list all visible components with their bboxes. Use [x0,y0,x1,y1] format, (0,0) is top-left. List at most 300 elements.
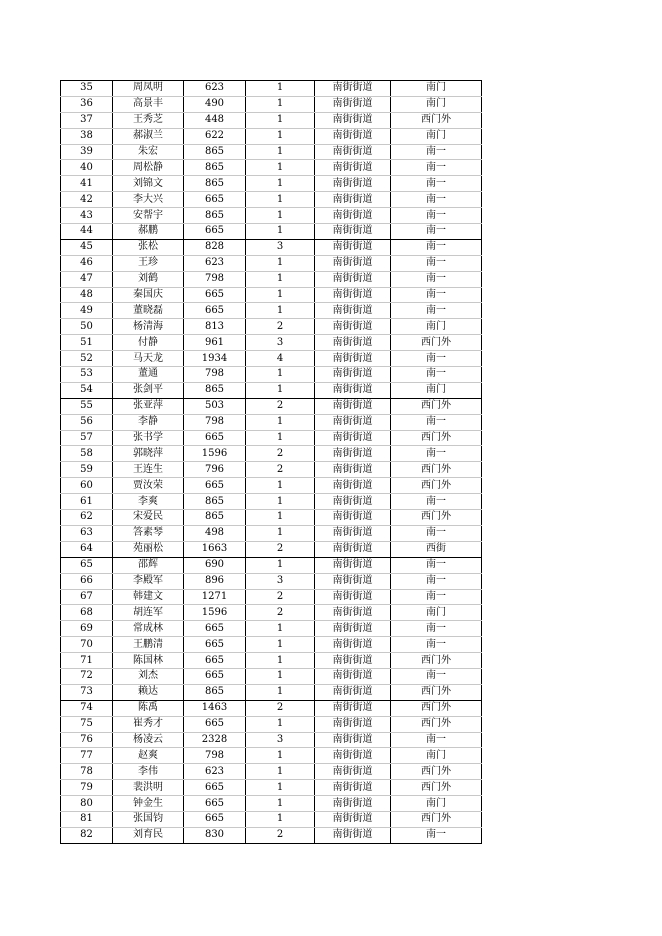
cell-name[interactable]: 裴洪明 [113,780,184,796]
cell-community[interactable]: 南一 [391,732,482,748]
cell-amount[interactable]: 865 [184,144,246,160]
cell-name[interactable]: 刘杰 [113,668,184,684]
cell-name[interactable]: 董通 [113,367,184,383]
cell-index[interactable]: 39 [61,144,113,160]
cell-street[interactable]: 南街街道 [315,510,391,526]
cell-count[interactable]: 3 [246,335,315,351]
cell-street[interactable]: 南街街道 [315,335,391,351]
cell-amount[interactable]: 1271 [184,589,246,605]
cell-amount[interactable]: 1596 [184,446,246,462]
cell-street[interactable]: 南街街道 [315,382,391,398]
cell-name[interactable]: 邵辉 [113,557,184,573]
cell-index[interactable]: 48 [61,287,113,303]
cell-count[interactable]: 1 [246,510,315,526]
cell-street[interactable]: 南街街道 [315,525,391,541]
cell-name[interactable]: 刘鹤 [113,271,184,287]
cell-community[interactable]: 西门外 [391,112,482,128]
cell-name[interactable]: 贾汝荣 [113,478,184,494]
cell-amount[interactable]: 665 [184,224,246,240]
cell-name[interactable]: 钟金生 [113,796,184,812]
cell-street[interactable]: 南街街道 [315,81,391,97]
cell-index[interactable]: 66 [61,573,113,589]
cell-name[interactable]: 韩建文 [113,589,184,605]
cell-amount[interactable]: 665 [184,637,246,653]
cell-count[interactable]: 1 [246,303,315,319]
cell-index[interactable]: 38 [61,128,113,144]
cell-street[interactable]: 南街街道 [315,160,391,176]
cell-street[interactable]: 南街街道 [315,446,391,462]
cell-street[interactable]: 南街街道 [315,605,391,621]
cell-community[interactable]: 西门外 [391,430,482,446]
cell-index[interactable]: 77 [61,748,113,764]
cell-name[interactable]: 秦国庆 [113,287,184,303]
cell-community[interactable]: 西门外 [391,716,482,732]
cell-index[interactable]: 63 [61,525,113,541]
cell-count[interactable]: 1 [246,494,315,510]
cell-amount[interactable]: 1463 [184,700,246,716]
cell-street[interactable]: 南街街道 [315,494,391,510]
cell-index[interactable]: 55 [61,398,113,414]
cell-name[interactable]: 王秀芝 [113,112,184,128]
cell-street[interactable]: 南街街道 [315,827,391,843]
cell-name[interactable]: 苑丽松 [113,541,184,557]
cell-amount[interactable]: 865 [184,494,246,510]
cell-amount[interactable]: 813 [184,319,246,335]
cell-count[interactable]: 1 [246,112,315,128]
cell-index[interactable]: 70 [61,637,113,653]
cell-street[interactable]: 南街街道 [315,303,391,319]
table-row [61,557,482,573]
cell-community[interactable]: 南一 [391,144,482,160]
cell-community[interactable]: 南门 [391,128,482,144]
cell-amount[interactable]: 796 [184,462,246,478]
cell-name[interactable]: 陈国林 [113,653,184,669]
cell-amount[interactable]: 665 [184,287,246,303]
cell-count[interactable]: 3 [246,732,315,748]
cell-name[interactable]: 杨清海 [113,319,184,335]
cell-index[interactable]: 64 [61,541,113,557]
cell-street[interactable]: 南街街道 [315,287,391,303]
cell-name[interactable]: 答素琴 [113,525,184,541]
cell-community[interactable]: 南门 [391,796,482,812]
cell-name[interactable]: 朱宏 [113,144,184,160]
cell-community[interactable]: 南一 [391,208,482,224]
cell-community[interactable]: 西街 [391,541,482,557]
cell-index[interactable]: 74 [61,700,113,716]
cell-community[interactable]: 南一 [391,446,482,462]
cell-community[interactable]: 南一 [391,414,482,430]
cell-street[interactable]: 南街街道 [315,637,391,653]
table-row [61,255,482,271]
cell-index[interactable]: 57 [61,430,113,446]
cell-street[interactable]: 南街街道 [315,271,391,287]
cell-count[interactable]: 2 [246,589,315,605]
cell-street[interactable]: 南街街道 [315,398,391,414]
cell-amount[interactable]: 828 [184,239,246,255]
cell-community[interactable]: 西门外 [391,335,482,351]
cell-count[interactable]: 1 [246,287,315,303]
cell-count[interactable]: 1 [246,255,315,271]
cell-street[interactable]: 南街街道 [315,478,391,494]
cell-amount[interactable]: 665 [184,430,246,446]
cell-index[interactable]: 35 [61,81,113,97]
cell-street[interactable]: 南街街道 [315,462,391,478]
table-row [61,827,482,843]
cell-amount[interactable]: 665 [184,716,246,732]
cell-street[interactable]: 南街街道 [315,653,391,669]
cell-count[interactable]: 2 [246,446,315,462]
cell-community[interactable]: 南门 [391,81,482,97]
cell-amount[interactable]: 665 [184,780,246,796]
cell-street[interactable]: 南街街道 [315,811,391,827]
table-row [61,367,482,383]
cell-count[interactable]: 2 [246,605,315,621]
cell-count[interactable]: 1 [246,144,315,160]
cell-count[interactable]: 1 [246,811,315,827]
cell-name[interactable]: 张剑平 [113,382,184,398]
cell-count[interactable]: 1 [246,192,315,208]
cell-index[interactable]: 79 [61,780,113,796]
cell-index[interactable]: 75 [61,716,113,732]
table-row [61,303,482,319]
cell-street[interactable]: 南街街道 [315,589,391,605]
cell-index[interactable]: 60 [61,478,113,494]
cell-count[interactable]: 1 [246,796,315,812]
cell-name[interactable]: 赵爽 [113,748,184,764]
cell-community[interactable]: 南一 [391,621,482,637]
cell-street[interactable]: 南街街道 [315,684,391,700]
cell-index[interactable]: 41 [61,176,113,192]
cell-index[interactable]: 47 [61,271,113,287]
cell-street[interactable]: 南街街道 [315,796,391,812]
cell-count[interactable]: 1 [246,525,315,541]
cell-index[interactable]: 68 [61,605,113,621]
cell-street[interactable]: 南街街道 [315,621,391,637]
cell-street[interactable]: 南街街道 [315,764,391,780]
cell-name[interactable]: 张书学 [113,430,184,446]
cell-amount[interactable]: 798 [184,271,246,287]
cell-index[interactable]: 65 [61,557,113,573]
cell-amount[interactable]: 1934 [184,351,246,367]
cell-count[interactable]: 1 [246,128,315,144]
cell-count[interactable]: 3 [246,239,315,255]
cell-name[interactable]: 刘锦文 [113,176,184,192]
cell-amount[interactable]: 665 [184,192,246,208]
cell-street[interactable]: 南街街道 [315,96,391,112]
cell-amount[interactable]: 865 [184,684,246,700]
cell-name[interactable]: 赖达 [113,684,184,700]
cell-index[interactable]: 40 [61,160,113,176]
cell-community[interactable]: 南一 [391,589,482,605]
cell-community[interactable]: 南一 [391,271,482,287]
cell-index[interactable]: 46 [61,255,113,271]
cell-name[interactable]: 刘育民 [113,827,184,843]
cell-index[interactable]: 42 [61,192,113,208]
cell-count[interactable]: 1 [246,176,315,192]
cell-name[interactable]: 张松 [113,239,184,255]
cell-amount[interactable]: 503 [184,398,246,414]
cell-name[interactable]: 常成林 [113,621,184,637]
cell-amount[interactable]: 665 [184,668,246,684]
cell-name[interactable]: 高景丰 [113,96,184,112]
cell-index[interactable]: 56 [61,414,113,430]
cell-amount[interactable]: 865 [184,160,246,176]
cell-index[interactable]: 54 [61,382,113,398]
cell-community[interactable]: 西门外 [391,764,482,780]
cell-community[interactable]: 南门 [391,382,482,398]
cell-amount[interactable]: 498 [184,525,246,541]
cell-amount[interactable]: 1596 [184,605,246,621]
cell-community[interactable]: 南一 [391,239,482,255]
cell-index[interactable]: 59 [61,462,113,478]
cell-count[interactable]: 1 [246,748,315,764]
cell-community[interactable]: 南一 [391,494,482,510]
cell-index[interactable]: 80 [61,796,113,812]
cell-count[interactable]: 2 [246,319,315,335]
cell-count[interactable]: 1 [246,621,315,637]
cell-count[interactable]: 1 [246,653,315,669]
table-row [61,478,482,494]
cell-name[interactable]: 马天龙 [113,351,184,367]
cell-community[interactable]: 南一 [391,224,482,240]
cell-community[interactable]: 西门外 [391,811,482,827]
cell-index[interactable]: 44 [61,224,113,240]
cell-name[interactable]: 周凤明 [113,81,184,97]
cell-street[interactable]: 南街街道 [315,748,391,764]
cell-community[interactable]: 南一 [391,557,482,573]
cell-amount[interactable]: 1663 [184,541,246,557]
cell-street[interactable]: 南街街道 [315,128,391,144]
cell-name[interactable]: 陈禹 [113,700,184,716]
cell-index[interactable]: 69 [61,621,113,637]
cell-community[interactable]: 西门外 [391,700,482,716]
cell-name[interactable]: 张亚萍 [113,398,184,414]
cell-count[interactable]: 2 [246,700,315,716]
cell-count[interactable]: 4 [246,351,315,367]
cell-street[interactable]: 南街街道 [315,414,391,430]
table-row [61,462,482,478]
cell-count[interactable]: 1 [246,81,315,97]
cell-community[interactable]: 南一 [391,827,482,843]
cell-street[interactable]: 南街街道 [315,224,391,240]
cell-street[interactable]: 南街街道 [315,319,391,335]
cell-count[interactable]: 1 [246,478,315,494]
cell-community[interactable]: 西门外 [391,398,482,414]
cell-count[interactable]: 1 [246,208,315,224]
cell-street[interactable]: 南街街道 [315,239,391,255]
cell-amount[interactable]: 623 [184,255,246,271]
cell-street[interactable]: 南街街道 [315,668,391,684]
cell-street[interactable]: 南街街道 [315,732,391,748]
cell-amount[interactable]: 2328 [184,732,246,748]
cell-amount[interactable]: 865 [184,510,246,526]
cell-count[interactable]: 1 [246,367,315,383]
cell-name[interactable]: 崔秀才 [113,716,184,732]
table-row [61,796,482,812]
cell-name[interactable]: 李静 [113,414,184,430]
cell-index[interactable]: 52 [61,351,113,367]
cell-street[interactable]: 南街街道 [315,716,391,732]
cell-amount[interactable]: 665 [184,621,246,637]
cell-index[interactable]: 45 [61,239,113,255]
cell-count[interactable]: 1 [246,271,315,287]
cell-community[interactable]: 南一 [391,255,482,271]
cell-community[interactable]: 南一 [391,303,482,319]
cell-street[interactable]: 南街街道 [315,430,391,446]
cell-name[interactable]: 李殿军 [113,573,184,589]
cell-index[interactable]: 49 [61,303,113,319]
cell-count[interactable]: 1 [246,382,315,398]
cell-index[interactable]: 50 [61,319,113,335]
cell-index[interactable]: 73 [61,684,113,700]
cell-community[interactable]: 南一 [391,176,482,192]
cell-community[interactable]: 南一 [391,287,482,303]
cell-amount[interactable]: 623 [184,81,246,97]
cell-name[interactable]: 李伟 [113,764,184,780]
cell-count[interactable]: 1 [246,637,315,653]
cell-community[interactable]: 西门外 [391,684,482,700]
cell-community[interactable]: 西门外 [391,462,482,478]
cell-name[interactable]: 宋爱民 [113,510,184,526]
cell-count[interactable]: 1 [246,96,315,112]
cell-name[interactable]: 王鹏清 [113,637,184,653]
cell-name[interactable]: 周松静 [113,160,184,176]
cell-index[interactable]: 82 [61,827,113,843]
cell-count[interactable]: 1 [246,668,315,684]
cell-community[interactable]: 南门 [391,605,482,621]
cell-index[interactable]: 72 [61,668,113,684]
cell-index[interactable]: 58 [61,446,113,462]
cell-street[interactable]: 南街街道 [315,780,391,796]
cell-name[interactable]: 董晓磊 [113,303,184,319]
cell-count[interactable]: 2 [246,827,315,843]
cell-index[interactable]: 78 [61,764,113,780]
cell-amount[interactable]: 490 [184,96,246,112]
cell-community[interactable]: 西门外 [391,780,482,796]
cell-community[interactable]: 南一 [391,160,482,176]
cell-community[interactable]: 南一 [391,668,482,684]
cell-name[interactable]: 李爽 [113,494,184,510]
table-row [61,271,482,287]
table-row [61,541,482,557]
cell-street[interactable]: 南街街道 [315,573,391,589]
cell-name[interactable]: 李大兴 [113,192,184,208]
cell-name[interactable]: 安帮宇 [113,208,184,224]
cell-street[interactable]: 南街街道 [315,192,391,208]
cell-amount[interactable]: 865 [184,382,246,398]
cell-amount[interactable]: 448 [184,112,246,128]
cell-amount[interactable]: 896 [184,573,246,589]
cell-count[interactable]: 1 [246,684,315,700]
cell-street[interactable]: 南街街道 [315,557,391,573]
cell-amount[interactable]: 830 [184,827,246,843]
cell-index[interactable]: 43 [61,208,113,224]
cell-amount[interactable]: 623 [184,764,246,780]
cell-amount[interactable]: 665 [184,303,246,319]
cell-amount[interactable]: 961 [184,335,246,351]
cell-index[interactable]: 76 [61,732,113,748]
cell-index[interactable]: 71 [61,653,113,669]
cell-amount[interactable]: 865 [184,176,246,192]
cell-amount[interactable]: 798 [184,748,246,764]
cell-community[interactable]: 西门外 [391,653,482,669]
cell-count[interactable]: 3 [246,573,315,589]
cell-name[interactable]: 付静 [113,335,184,351]
cell-amount[interactable]: 665 [184,478,246,494]
cell-community[interactable]: 南门 [391,748,482,764]
cell-amount[interactable]: 665 [184,811,246,827]
cell-index[interactable]: 62 [61,510,113,526]
cell-community[interactable]: 南门 [391,319,482,335]
cell-name[interactable]: 张国钧 [113,811,184,827]
cell-street[interactable]: 南街街道 [315,176,391,192]
table-row [61,780,482,796]
cell-amount[interactable]: 665 [184,653,246,669]
cell-count[interactable]: 1 [246,557,315,573]
cell-street[interactable]: 南街街道 [315,541,391,557]
cell-community[interactable]: 西门外 [391,510,482,526]
cell-count[interactable]: 1 [246,780,315,796]
cell-amount[interactable]: 865 [184,208,246,224]
cell-name[interactable]: 胡连军 [113,605,184,621]
cell-name[interactable]: 郭晓萍 [113,446,184,462]
cell-community[interactable]: 南一 [391,573,482,589]
cell-count[interactable]: 1 [246,160,315,176]
cell-street[interactable]: 南街街道 [315,255,391,271]
cell-index[interactable]: 53 [61,367,113,383]
cell-amount[interactable]: 665 [184,796,246,812]
cell-amount[interactable]: 798 [184,414,246,430]
cell-count[interactable]: 2 [246,462,315,478]
cell-street[interactable]: 南街街道 [315,367,391,383]
cell-community[interactable]: 南一 [391,192,482,208]
cell-name[interactable]: 郝淑兰 [113,128,184,144]
cell-count[interactable]: 2 [246,398,315,414]
cell-street[interactable]: 南街街道 [315,351,391,367]
cell-count[interactable]: 1 [246,224,315,240]
table-row [61,398,482,414]
cell-community[interactable]: 南一 [391,367,482,383]
cell-street[interactable]: 南街街道 [315,700,391,716]
cell-index[interactable]: 51 [61,335,113,351]
cell-count[interactable]: 1 [246,764,315,780]
cell-count[interactable]: 1 [246,430,315,446]
cell-community[interactable]: 西门外 [391,478,482,494]
cell-count[interactable]: 1 [246,716,315,732]
cell-index[interactable]: 81 [61,811,113,827]
cell-name[interactable]: 杨凌云 [113,732,184,748]
cell-name[interactable]: 郝鹏 [113,224,184,240]
cell-amount[interactable]: 690 [184,557,246,573]
cell-street[interactable]: 南街街道 [315,112,391,128]
cell-amount[interactable]: 798 [184,367,246,383]
cell-count[interactable]: 2 [246,541,315,557]
cell-community[interactable]: 南一 [391,525,482,541]
cell-community[interactable]: 南门 [391,96,482,112]
cell-index[interactable]: 36 [61,96,113,112]
cell-name[interactable]: 王珍 [113,255,184,271]
cell-street[interactable]: 南街街道 [315,144,391,160]
cell-community[interactable]: 南一 [391,351,482,367]
cell-amount[interactable]: 622 [184,128,246,144]
cell-index[interactable]: 37 [61,112,113,128]
cell-community[interactable]: 南一 [391,637,482,653]
cell-count[interactable]: 1 [246,414,315,430]
cell-name[interactable]: 王连生 [113,462,184,478]
cell-index[interactable]: 67 [61,589,113,605]
cell-index[interactable]: 61 [61,494,113,510]
cell-street[interactable]: 南街街道 [315,208,391,224]
